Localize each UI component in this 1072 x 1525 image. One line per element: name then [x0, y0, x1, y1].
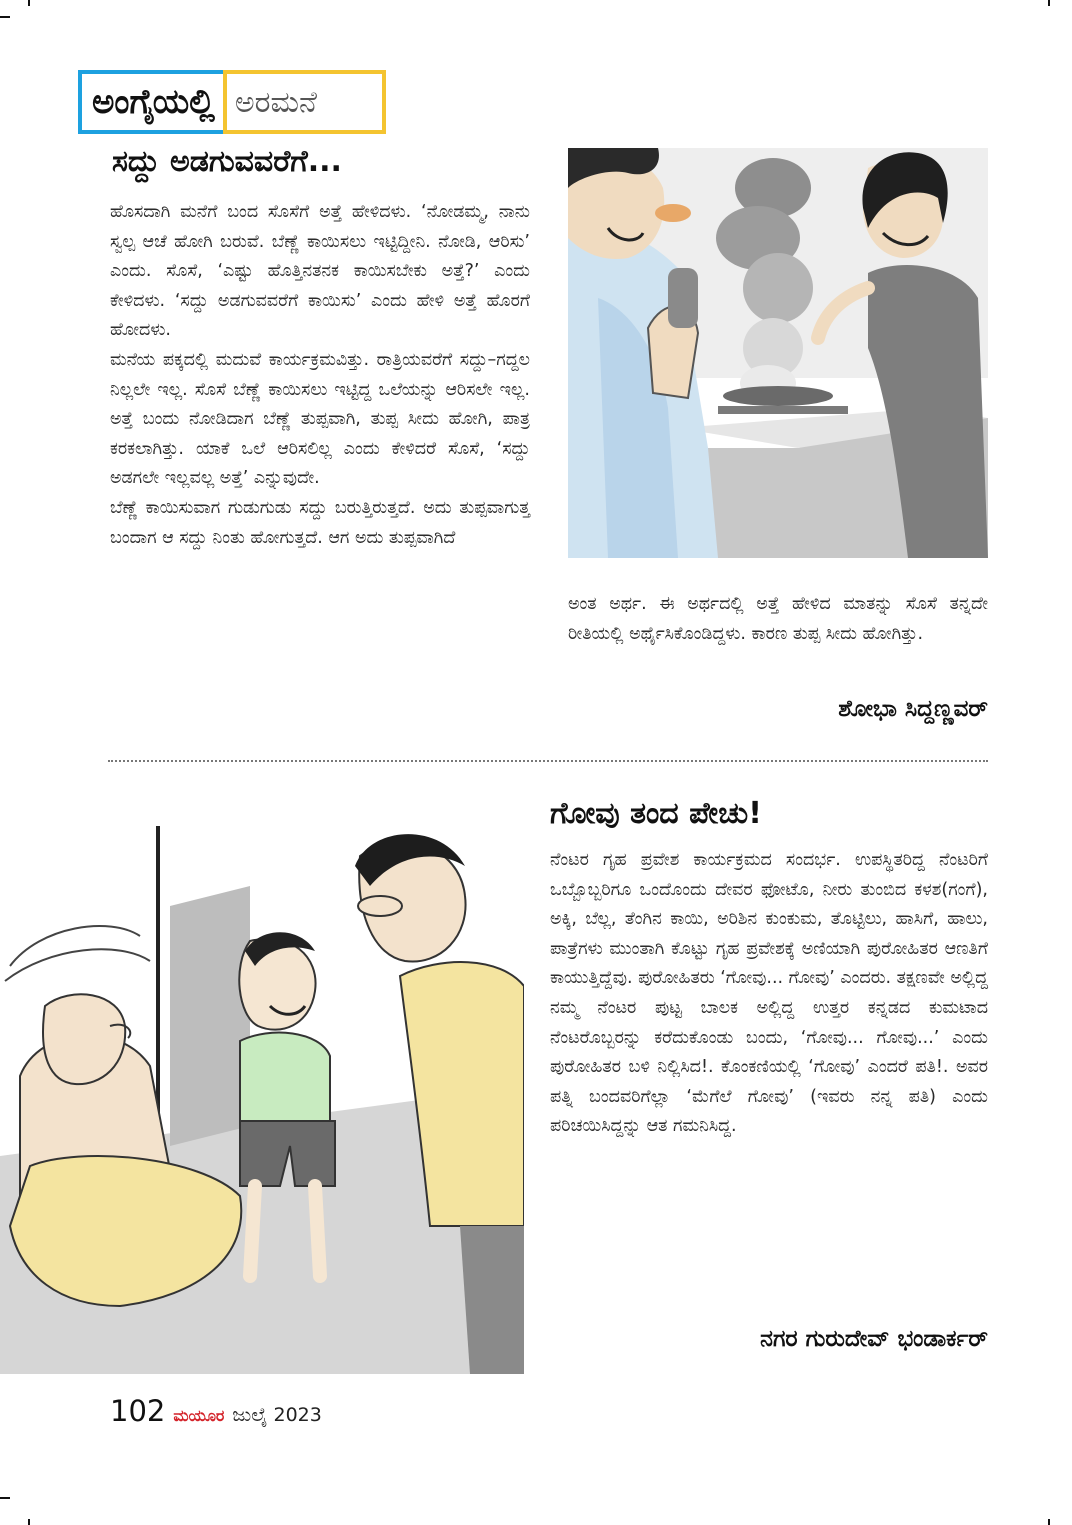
crop-mark	[28, 1519, 30, 1525]
page-footer	[110, 1394, 322, 1428]
story2-body: ನೆಂಟರ ಗೃಹ ಪ್ರವೇಶ ಕಾರ್ಯಕ್ರಮದ ಸಂದರ್ಭ. ಉಪಸ್ಥಿತರಿದ್ದ ನೆಂಟರಿಗೆ ಒಬ್ಬೊಬ್ಬರಿಗೂ ಒಂದೊಂದು ದೇವರ ಫೋಟೊ, ನೀರು ತುಂಬಿದ ಕಳಶ(ಗಂಗೆ), ಅಕ್ಕಿ, ಬೆಲ್ಲ, ತೆಂಗಿನ ಕಾಯಿ, ಅರಿಶಿನ ಕುಂಕುಮ, ತೊಟ್ಟಿಲು, ಹಾಸಿಗೆ, ಹಾಲು, ಪಾತ್ರೆಗಳು ಮುಂತಾಗಿ ಕೊಟ್ಟು ಗೃಹ ಪ್ರವೇಶಕ್ಕೆ ಅಣಿಯಾಗಿ ಪುರೋಹಿತರ ಆಣತಿಗೆ ಕಾಯುತ್ತಿದ್ದೆವು. ಪುರೋಹಿತರು ‘ಗೋವು... ಗೋವು’ ಎಂದರು. ತಕ್ಷಣವೇ ಅಲ್ಲಿದ್ದ ನಮ್ಮ ನೆಂಟರ ಪುಟ್ಟ ಬಾಲಕ ಅಲ್ಲಿದ್ದ ಉತ್ತರ ಕನ್ನಡದ ಕುಮಟಾದ ನೆಂಟರೊಬ್ಬರನ್ನು ಕರೆದುಕೊಂಡು ಬಂದು, ‘ಗೋವು... ಗೋವು...’ ಎಂದು ಪುರೋಹಿತರ ಬಳಿ ನಿಲ್ಲಿಸಿದ!. ಕೊಂಕಣಿಯಲ್ಲಿ ‘ಗೋವು’ ಎಂದರೆ ಪತಿ!. ಅವರ ಪತ್ನಿ ಬಂದವರಿಗೆಲ್ಲಾ ‘ಮೆಗೆಲೆ ಗೋವು’ (ಇವರು ನನ್ನ ಪತಿ) ಎಂದು ಪರಿಚಯಿಸಿದ್ದನ್ನು ಆತ ಗಮನಿಸಿದ್ದ.	[550, 850, 989, 1137]
story1-paragraph: ಹೊಸದಾಗಿ ಮನೆಗೆ ಬಂದ ಸೊಸೆಗೆ ಅತ್ತೆ ಹೇಳಿದಳು. ‘ನೋಡಮ್ಮ, ನಾನು ಸ್ವಲ್ಪ ಆಚೆ ಹೋಗಿ ಬರುವೆ. ಬೆಣ್ಣೆ ಕಾಯಿಸಲು ಇಟ್ಟಿದ್ದೀನಿ. ನೋಡಿ, ಆರಿಸು’ ಎಂದು. ಸೊಸೆ, ‘ಎಷ್ಟು ಹೊತ್ತಿನತನಕ ಕಾಯಿಸಬೇಕು ಅತ್ತೆ?’ ಎಂದು ಕೇಳಿದಳು. ‘ಸದ್ದು ಅಡಗುವವರೆಗೆ ಕಾಯಿಸು’ ಎಂದು ಹೇಳಿ ಅತ್ತೆ ಹೊರಗೆ ಹೋದಳು.	[110, 202, 530, 341]
story1-paragraph: ಮನೆಯ ಪಕ್ಕದಲ್ಲಿ ಮದುವೆ ಕಾರ್ಯಕ್ರಮವಿತ್ತು. ರಾತ್ರಿಯವರೆಗೆ ಸದ್ದು–ಗದ್ದಲ ನಿಲ್ಲಲೇ ಇಲ್ಲ. ಸೊಸೆ ಬೆಣ್ಣೆ ಕಾಯಿಸಲು ಇಟ್ಟಿದ್ದ ಒಲೆಯನ್ನು ಆರಿಸಲೇ ಇಲ್ಲ. ಅತ್ತೆ ಬಂದು ನೋಡಿದಾಗ ಬೆಣ್ಣೆ ತುಪ್ಪವಾಗಿ, ತುಪ್ಪ ಸೀದು ಹೋಗಿ, ಪಾತ್ರ ಕರಕಲಾಗಿತ್ತು. ಯಾಕೆ ಒಲೆ ಆರಿಸಲಿಲ್ಲ ಎಂದು ಕೇಳಿದರೆ ಸೊಸೆ, ‘ಸದ್ದು ಅಡಗಲೇ ಇಲ್ಲವಲ್ಲ ಅತ್ತೆ’ ಎನ್ನುವುದೇ.	[110, 349, 530, 489]
house-warming-illustration	[0, 826, 524, 1374]
story2-headline: ಗೋವು ತಂದ ಪೇಚು!	[550, 796, 762, 831]
story1-author: ಶೋಭಾ ಸಿದ್ದಣ್ಣವರ್	[838, 696, 988, 722]
page-number: 102	[110, 1394, 166, 1428]
crop-mark	[0, 1497, 10, 1499]
section-divider	[108, 760, 988, 762]
crop-mark	[0, 16, 10, 18]
kitchen-illustration	[568, 148, 988, 558]
story1-continuation: ಅಂತ ಅರ್ಥ. ಈ ಅರ್ಥದಲ್ಲಿ ಅತ್ತೆ ಹೇಳಿದ ಮಾತನ್ನು ಸೊಸೆ ತನ್ನದೇ ರೀತಿಯಲ್ಲಿ ಅರ್ಥೈಸಿಕೊಂಡಿದ್ದಳು. ಕಾರಣ ತುಪ್ಪ ಸೀದು ಹೋಗಿತ್ತು.	[568, 594, 988, 644]
issue-date: ಜುಲೈ 2023	[232, 1404, 322, 1426]
story2-author: ನಗರ ಗುರುದೇವ್ ಭಂಡಾರ್ಕರ್	[760, 1326, 988, 1352]
crop-mark	[1048, 0, 1050, 6]
section-tag	[78, 70, 386, 134]
story1-headline: ಸದ್ದು ಅಡಗುವವರೆಗೆ...	[112, 144, 342, 179]
crop-mark	[1048, 1519, 1050, 1525]
magazine-logo: ಮಯೂರ	[173, 1406, 225, 1425]
crop-mark	[28, 0, 30, 6]
story1-body	[110, 198, 530, 553]
story1-paragraph: ಬೆಣ್ಣೆ ಕಾಯಿಸುವಾಗ ಗುಡುಗುಡು ಸದ್ದು ಬರುತ್ತಿರುತ್ತದೆ. ಅದು ತುಪ್ಪವಾಗುತ್ತ ಬಂದಾಗ ಆ ಸದ್ದು ನಿಂತು ಹೋಗುತ್ತದೆ. ಆಗ ಅದು ತುಪ್ಪವಾಗಿದೆ	[110, 497, 530, 548]
section-title-part2: ಅರಮನೆ	[223, 70, 386, 134]
section-title-part1: ಅಂಗೈಯಲ್ಲಿ	[82, 74, 223, 130]
